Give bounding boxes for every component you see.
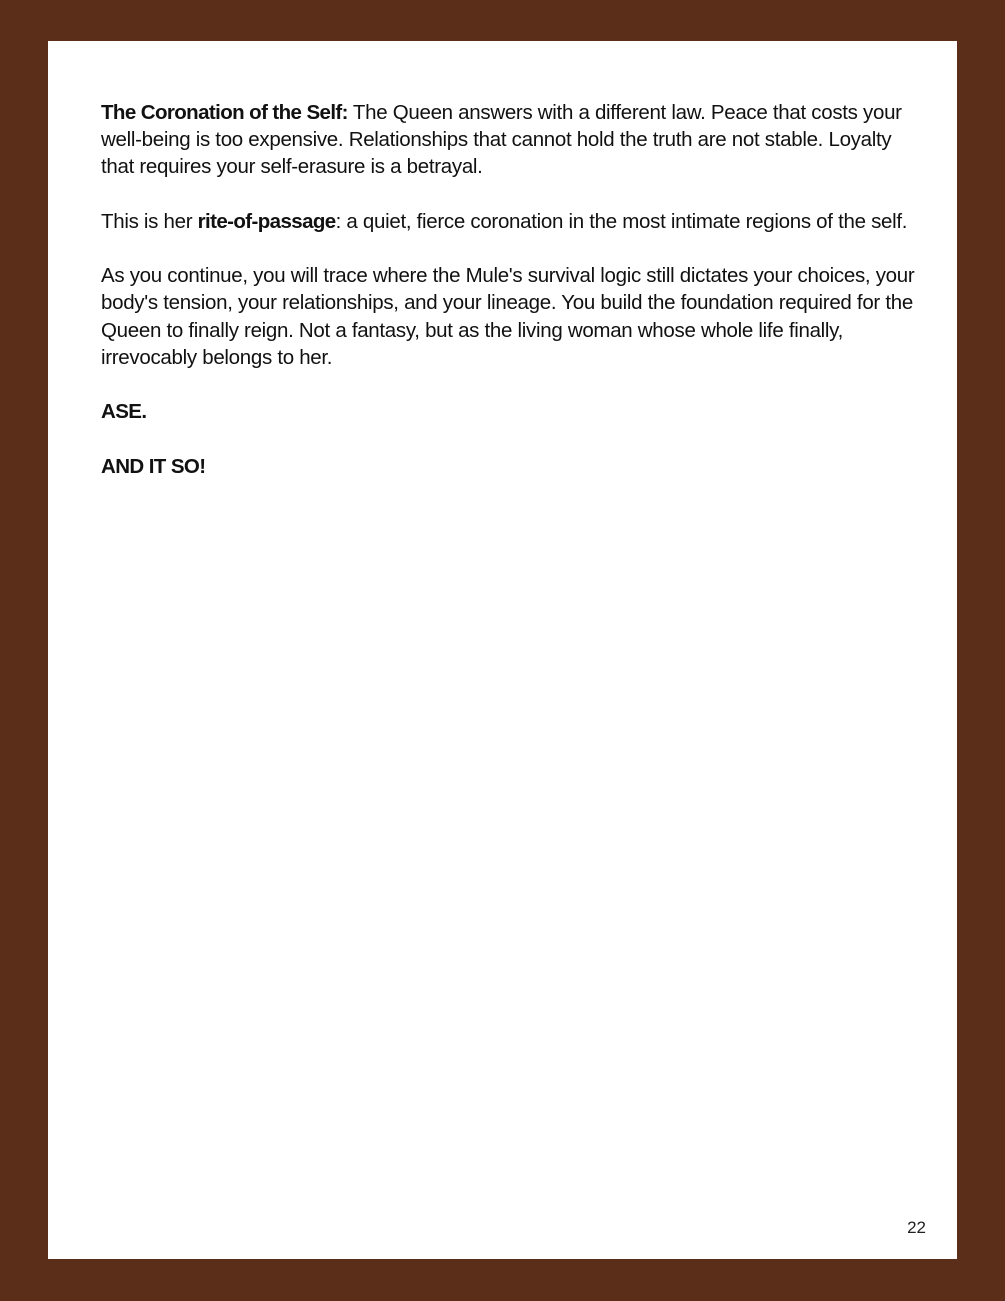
document-page (48, 41, 957, 1259)
rite-intro-text: This is her (101, 209, 198, 233)
continue-text: As you continue, you will trace where the Mule's survival logic still dictates your choices, your body's tension, your relationships, and your lineage. You build the foundation required for the Queen to finally reign. Not a fantasy, but as the living woman whose whole life finally, irrevocably belongs to her. (101, 264, 915, 369)
paragraph-ase (101, 398, 916, 425)
paragraph-rite-of-passage (101, 208, 916, 235)
paragraph-continue (101, 262, 916, 371)
page-content (101, 99, 916, 507)
coronation-text: The Queen answers with a different law. Peace that costs your well-being is too expensive. Relationships that cannot hold the truth are not stable. Loyalty that requires your self-erasure is a betrayal. (101, 101, 902, 179)
rite-text: : a quiet, fierce coronation in the most intimate regions of the self. (335, 209, 908, 233)
ase-text: ASE. (101, 400, 147, 424)
coronation-heading: The Coronation of the Self: (101, 101, 348, 124)
rite-of-passage-term: rite-of-passage (197, 209, 336, 233)
and-it-so-text: AND IT SO! (101, 454, 206, 478)
page-number: 22 (907, 1218, 926, 1237)
paragraph-and-it-so (101, 453, 916, 480)
paragraph-coronation (101, 99, 916, 181)
